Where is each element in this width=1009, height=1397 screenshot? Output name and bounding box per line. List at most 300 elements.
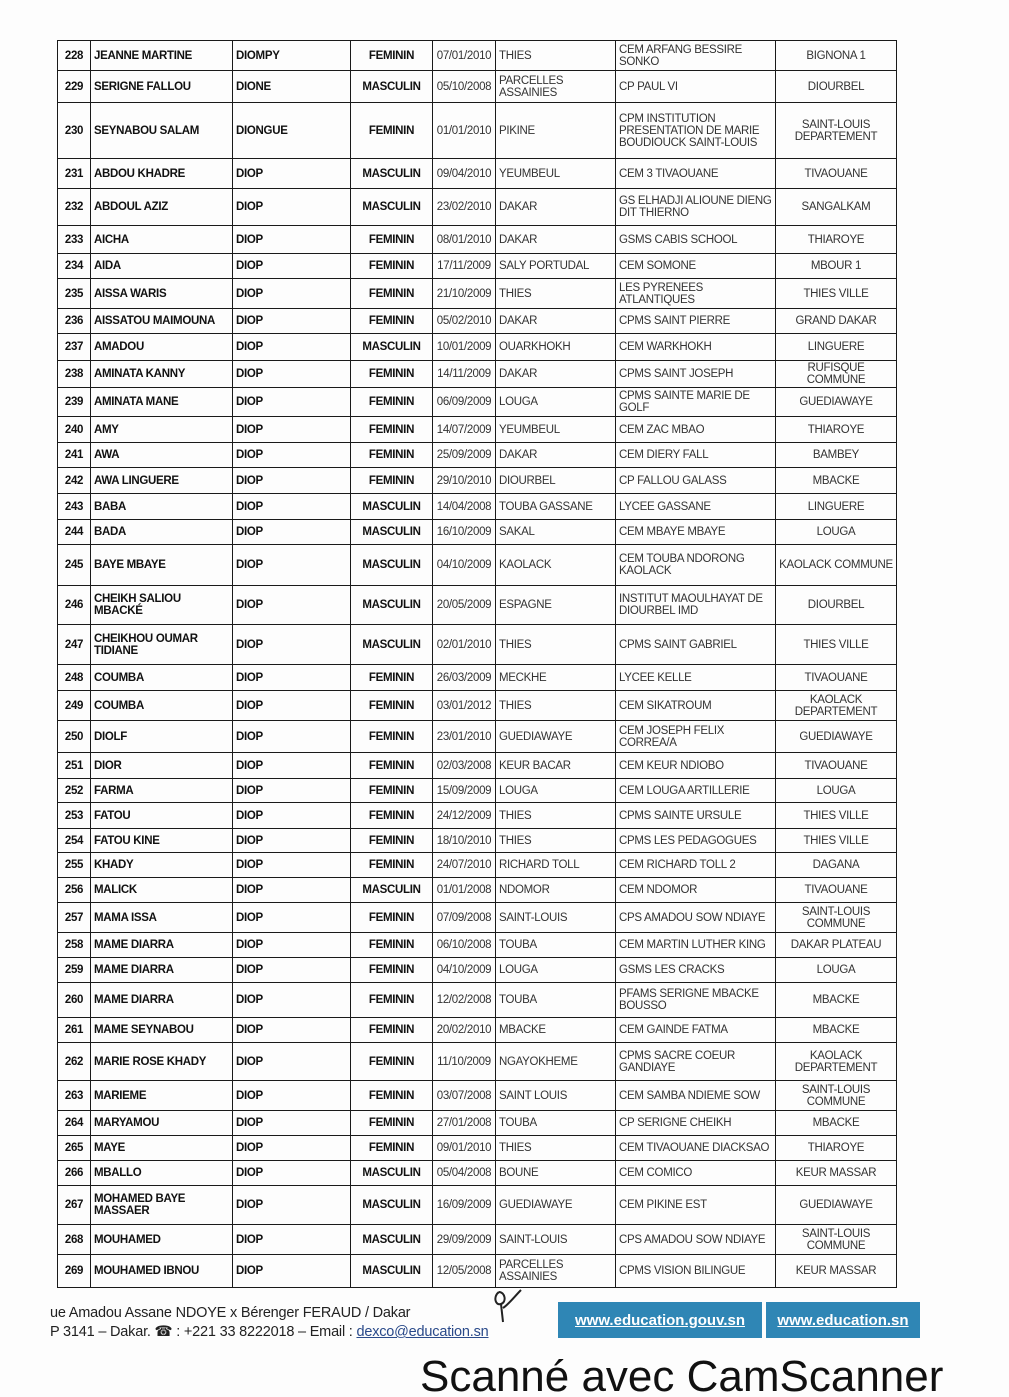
last-name-cell: DIOP <box>233 520 351 545</box>
table-row <box>58 41 897 71</box>
birth-place-cell: THIES <box>496 803 616 829</box>
first-name-cell: AICHA <box>91 226 233 254</box>
birth-date-cell: 25/09/2009 <box>433 443 496 468</box>
first-name-cell: ABDOUL AZIZ <box>91 189 233 226</box>
row-number-cell: 245 <box>58 545 91 586</box>
school-cell: CP PAUL VI <box>616 71 776 103</box>
first-name-cell: SEYNABOU SALAM <box>91 103 233 159</box>
row-number-cell: 256 <box>58 878 91 903</box>
row-number-cell: 251 <box>58 753 91 779</box>
ief-cell: KAOLACK DEPARTEMENT <box>776 691 897 721</box>
birth-place-cell: SAKAL <box>496 520 616 545</box>
first-name-cell: AIDA <box>91 254 233 279</box>
ief-cell: BIGNONA 1 <box>776 41 897 71</box>
last-name-cell: DIOP <box>233 1018 351 1043</box>
school-cell: CPMS LES PEDAGOGUES <box>616 829 776 853</box>
birth-date-cell: 29/09/2009 <box>433 1225 496 1255</box>
first-name-cell: MARYAMOU <box>91 1111 233 1136</box>
birth-place-cell: THIES <box>496 279 616 309</box>
sex-cell: FEMININ <box>351 803 433 829</box>
birth-date-cell: 14/04/2008 <box>433 494 496 520</box>
last-name-cell: DIOP <box>233 753 351 779</box>
birth-date-cell: 15/09/2009 <box>433 779 496 803</box>
sex-cell: MASCULIN <box>351 71 433 103</box>
school-cell: LYCEE GASSANE <box>616 494 776 520</box>
last-name-cell: DIOP <box>233 443 351 468</box>
ief-cell: SAINT-LOUIS COMMUNE <box>776 1081 897 1111</box>
first-name-cell: MALICK <box>91 878 233 903</box>
table-row <box>58 983 897 1018</box>
last-name-cell: DIOP <box>233 1136 351 1161</box>
ief-cell: GUEDIAWAYE <box>776 721 897 753</box>
birth-place-cell: SAINT LOUIS <box>496 1081 616 1111</box>
first-name-cell: AMINATA MANE <box>91 388 233 417</box>
table-row <box>58 361 897 388</box>
signature-initials <box>485 1286 525 1326</box>
row-number-cell: 247 <box>58 625 91 665</box>
birth-date-cell: 02/03/2008 <box>433 753 496 779</box>
table-row <box>58 1136 897 1161</box>
sex-cell: FEMININ <box>351 1081 433 1111</box>
table-row <box>58 1081 897 1111</box>
birth-date-cell: 08/01/2010 <box>433 226 496 254</box>
row-number-cell: 230 <box>58 103 91 159</box>
last-name-cell: DIOP <box>233 1186 351 1225</box>
row-number-cell: 235 <box>58 279 91 309</box>
sex-cell: FEMININ <box>351 829 433 853</box>
birth-date-cell: 06/09/2009 <box>433 388 496 417</box>
first-name-cell: MAME DIARRA <box>91 958 233 983</box>
table-body <box>58 41 897 1288</box>
table-row <box>58 1018 897 1043</box>
last-name-cell: DIOP <box>233 388 351 417</box>
ief-cell: MBACKE <box>776 468 897 494</box>
birth-date-cell: 17/11/2009 <box>433 254 496 279</box>
table-row <box>58 443 897 468</box>
birth-place-cell: OUARKHOKH <box>496 334 616 361</box>
sex-cell: MASCULIN <box>351 625 433 665</box>
table-row <box>58 520 897 545</box>
school-cell: INSTITUT MAOULHAYAT DE DIOURBEL IMD <box>616 586 776 625</box>
row-number-cell: 228 <box>58 41 91 71</box>
first-name-cell: CHEIKH SALIOU MBACKÉ <box>91 586 233 625</box>
last-name-cell: DIOP <box>233 1255 351 1288</box>
school-cell: CEM ARFANG BESSIRE SONKO <box>616 41 776 71</box>
last-name-cell: DIOP <box>233 878 351 903</box>
row-number-cell: 261 <box>58 1018 91 1043</box>
last-name-cell: DIOP <box>233 468 351 494</box>
ief-cell: DAKAR PLATEAU <box>776 933 897 958</box>
sex-cell: FEMININ <box>351 983 433 1018</box>
birth-place-cell: LOUGA <box>496 388 616 417</box>
first-name-cell: COUMBA <box>91 665 233 691</box>
table-row <box>58 1111 897 1136</box>
birth-place-cell: SALY PORTUDAL <box>496 254 616 279</box>
birth-place-cell: DAKAR <box>496 226 616 254</box>
table-row <box>58 388 897 417</box>
school-cell: CEM COMICO <box>616 1161 776 1186</box>
school-cell: CEM JOSEPH FELIX CORREA/A <box>616 721 776 753</box>
address-block <box>50 1304 489 1342</box>
row-number-cell: 260 <box>58 983 91 1018</box>
school-cell: CEM NDOMOR <box>616 878 776 903</box>
table-row <box>58 691 897 721</box>
birth-place-cell: DIOURBEL <box>496 468 616 494</box>
table-row <box>58 71 897 103</box>
sex-cell: FEMININ <box>351 1136 433 1161</box>
ief-cell: THIAROYE <box>776 1136 897 1161</box>
birth-date-cell: 29/10/2010 <box>433 468 496 494</box>
school-cell: CPMS SAINT GABRIEL <box>616 625 776 665</box>
sex-cell: FEMININ <box>351 753 433 779</box>
birth-date-cell: 04/10/2009 <box>433 958 496 983</box>
sex-cell: FEMININ <box>351 388 433 417</box>
ief-cell: LINGUERE <box>776 494 897 520</box>
birth-date-cell: 16/09/2009 <box>433 1186 496 1225</box>
row-number-cell: 244 <box>58 520 91 545</box>
last-name-cell: DIOP <box>233 903 351 933</box>
sex-cell: MASCULIN <box>351 878 433 903</box>
row-number-cell: 246 <box>58 586 91 625</box>
sex-cell: FEMININ <box>351 103 433 159</box>
birth-place-cell: KAOLACK <box>496 545 616 586</box>
ief-cell: GRAND DAKAR <box>776 309 897 334</box>
ief-cell: LINGUERE <box>776 334 897 361</box>
school-cell: PFAMS SERIGNE MBACKE BOUSSO <box>616 983 776 1018</box>
row-number-cell: 264 <box>58 1111 91 1136</box>
ief-cell: MBACKE <box>776 1018 897 1043</box>
school-cell: CEM LOUGA ARTILLERIE <box>616 779 776 803</box>
school-cell: CEM 3 TIVAOUANE <box>616 159 776 189</box>
birth-place-cell: DAKAR <box>496 361 616 388</box>
table-row <box>58 803 897 829</box>
birth-date-cell: 14/07/2009 <box>433 417 496 443</box>
first-name-cell: AMY <box>91 417 233 443</box>
table-row <box>58 159 897 189</box>
row-number-cell: 267 <box>58 1186 91 1225</box>
birth-date-cell: 03/01/2012 <box>433 691 496 721</box>
birth-place-cell: THIES <box>496 1136 616 1161</box>
table-row <box>58 334 897 361</box>
birth-date-cell: 27/01/2008 <box>433 1111 496 1136</box>
ief-cell: KAOLACK DEPARTEMENT <box>776 1043 897 1081</box>
table-row <box>58 309 897 334</box>
birth-place-cell: PARCELLES ASSAINIES <box>496 1255 616 1288</box>
ief-cell: RUFISQUE COMMUNE <box>776 361 897 388</box>
school-cell: GSMS LES CRACKS <box>616 958 776 983</box>
birth-date-cell: 18/10/2010 <box>433 829 496 853</box>
school-cell: CEM ZAC MBAO <box>616 417 776 443</box>
birth-place-cell: THIES <box>496 829 616 853</box>
row-number-cell: 243 <box>58 494 91 520</box>
ief-cell: SAINT-LOUIS COMMUNE <box>776 1225 897 1255</box>
birth-place-cell: DAKAR <box>496 443 616 468</box>
birth-place-cell: SAINT-LOUIS <box>496 903 616 933</box>
birth-place-cell: MECKHE <box>496 665 616 691</box>
sex-cell: FEMININ <box>351 721 433 753</box>
school-cell: CEM MARTIN LUTHER KING <box>616 933 776 958</box>
table-row <box>58 545 897 586</box>
ief-cell: SANGALKAM <box>776 189 897 226</box>
table-row <box>58 1225 897 1255</box>
last-name-cell: DIOP <box>233 334 351 361</box>
first-name-cell: DIOR <box>91 753 233 779</box>
birth-place-cell: BOUNE <box>496 1161 616 1186</box>
table-row <box>58 665 897 691</box>
ief-cell: THIAROYE <box>776 417 897 443</box>
sex-cell: MASCULIN <box>351 494 433 520</box>
address-line-2: P 3141 – Dakar. ☎ : +221 33 8222018 – Email : <box>50 1324 357 1340</box>
last-name-cell: DIOMPY <box>233 41 351 71</box>
birth-date-cell: 12/05/2008 <box>433 1255 496 1288</box>
sex-cell: FEMININ <box>351 468 433 494</box>
first-name-cell: AWA <box>91 443 233 468</box>
first-name-cell: ABDOU KHADRE <box>91 159 233 189</box>
table-row <box>58 586 897 625</box>
school-cell: CEM SOMONE <box>616 254 776 279</box>
table-row <box>58 1161 897 1186</box>
sex-cell: FEMININ <box>351 443 433 468</box>
birth-place-cell: ESPAGNE <box>496 586 616 625</box>
school-cell: CEM TIVAOUANE DIACKSAO <box>616 1136 776 1161</box>
address-line-1: ue Amadou Assane NDOYE x Bérenger FERAUD / Dakar <box>50 1305 411 1321</box>
sex-cell: FEMININ <box>351 1111 433 1136</box>
row-number-cell: 231 <box>58 159 91 189</box>
first-name-cell: BADA <box>91 520 233 545</box>
ief-cell: THIES VILLE <box>776 279 897 309</box>
birth-place-cell: GUEDIAWAYE <box>496 721 616 753</box>
sex-cell: FEMININ <box>351 226 433 254</box>
birth-place-cell: GUEDIAWAYE <box>496 1186 616 1225</box>
sex-cell: FEMININ <box>351 361 433 388</box>
last-name-cell: DIOP <box>233 691 351 721</box>
birth-place-cell: TOUBA <box>496 933 616 958</box>
first-name-cell: SERIGNE FALLOU <box>91 71 233 103</box>
row-number-cell: 259 <box>58 958 91 983</box>
row-number-cell: 229 <box>58 71 91 103</box>
last-name-cell: DIONGUE <box>233 103 351 159</box>
school-cell: GSMS CABIS SCHOOL <box>616 226 776 254</box>
sex-cell: FEMININ <box>351 1018 433 1043</box>
row-number-cell: 254 <box>58 829 91 853</box>
sex-cell: MASCULIN <box>351 520 433 545</box>
first-name-cell: BAYE MBAYE <box>91 545 233 586</box>
birth-date-cell: 03/07/2008 <box>433 1081 496 1111</box>
first-name-cell: AMADOU <box>91 334 233 361</box>
ief-cell: THIES VILLE <box>776 625 897 665</box>
last-name-cell: DIOP <box>233 1225 351 1255</box>
birth-place-cell: THIES <box>496 691 616 721</box>
school-cell: LES PYRENEES ATLANTIQUES <box>616 279 776 309</box>
last-name-cell: DIOP <box>233 417 351 443</box>
row-number-cell: 236 <box>58 309 91 334</box>
school-cell: CP FALLOU GALASS <box>616 468 776 494</box>
last-name-cell: DIOP <box>233 254 351 279</box>
first-name-cell: MAYE <box>91 1136 233 1161</box>
website-link-education[interactable]: www.education.sn <box>766 1302 920 1338</box>
table-row <box>58 279 897 309</box>
school-cell: CEM RICHARD TOLL 2 <box>616 853 776 878</box>
table-row <box>58 254 897 279</box>
table-row <box>58 829 897 853</box>
first-name-cell: MOHAMED BAYE MASSAER <box>91 1186 233 1225</box>
sex-cell: MASCULIN <box>351 545 433 586</box>
first-name-cell: AWA LINGUERE <box>91 468 233 494</box>
birth-date-cell: 23/02/2010 <box>433 189 496 226</box>
ief-cell: MBACKE <box>776 1111 897 1136</box>
first-name-cell: MARIEME <box>91 1081 233 1111</box>
school-cell: CEM GAINDE FATMA <box>616 1018 776 1043</box>
table-row <box>58 753 897 779</box>
school-cell: CPMS SAINTE MARIE DE GOLF <box>616 388 776 417</box>
school-cell: CEM SIKATROUM <box>616 691 776 721</box>
birth-place-cell: THIES <box>496 41 616 71</box>
school-cell: CEM TOUBA NDORONG KAOLACK <box>616 545 776 586</box>
birth-date-cell: 09/01/2010 <box>433 1136 496 1161</box>
ief-cell: LOUGA <box>776 958 897 983</box>
sex-cell: FEMININ <box>351 41 433 71</box>
school-cell: CPS AMADOU SOW NDIAYE <box>616 1225 776 1255</box>
row-number-cell: 262 <box>58 1043 91 1081</box>
ief-cell: SAINT-LOUIS COMMUNE <box>776 903 897 933</box>
table-row <box>58 468 897 494</box>
sex-cell: MASCULIN <box>351 334 433 361</box>
last-name-cell: DIOP <box>233 958 351 983</box>
sex-cell: MASCULIN <box>351 1161 433 1186</box>
student-list-table <box>57 40 897 1288</box>
school-cell: CEM KEUR NDIOBO <box>616 753 776 779</box>
school-cell: CPMS VISION BILINGUE <box>616 1255 776 1288</box>
row-number-cell: 266 <box>58 1161 91 1186</box>
last-name-cell: DIOP <box>233 1111 351 1136</box>
birth-place-cell: TOUBA GASSANE <box>496 494 616 520</box>
birth-date-cell: 07/01/2010 <box>433 41 496 71</box>
birth-date-cell: 20/05/2009 <box>433 586 496 625</box>
sex-cell: MASCULIN <box>351 1186 433 1225</box>
school-cell: GS ELHADJI ALIOUNE DIENG DIT THIERNO <box>616 189 776 226</box>
birth-date-cell: 01/01/2008 <box>433 878 496 903</box>
last-name-cell: DIOP <box>233 226 351 254</box>
birth-date-cell: 20/02/2010 <box>433 1018 496 1043</box>
school-cell: CPMS SAINTE URSULE <box>616 803 776 829</box>
first-name-cell: MAME SEYNABOU <box>91 1018 233 1043</box>
ief-cell: GUEDIAWAYE <box>776 1186 897 1225</box>
first-name-cell: KHADY <box>91 853 233 878</box>
birth-date-cell: 04/10/2009 <box>433 545 496 586</box>
last-name-cell: DIOP <box>233 625 351 665</box>
ief-cell: THIES VILLE <box>776 829 897 853</box>
row-number-cell: 237 <box>58 334 91 361</box>
birth-place-cell: PARCELLES ASSAINIES <box>496 71 616 103</box>
last-name-cell: DIOP <box>233 829 351 853</box>
first-name-cell: FATOU <box>91 803 233 829</box>
first-name-cell: DIOLF <box>91 721 233 753</box>
website-link-gouv[interactable]: www.education.gouv.sn <box>558 1302 762 1338</box>
ief-cell: KAOLACK COMMUNE <box>776 545 897 586</box>
first-name-cell: MOUHAMED <box>91 1225 233 1255</box>
birth-date-cell: 06/10/2008 <box>433 933 496 958</box>
table-row <box>58 226 897 254</box>
first-name-cell: BABA <box>91 494 233 520</box>
ief-cell: TIVAOUANE <box>776 753 897 779</box>
school-cell: CPMS SAINT PIERRE <box>616 309 776 334</box>
row-number-cell: 249 <box>58 691 91 721</box>
birth-place-cell: TOUBA <box>496 983 616 1018</box>
first-name-cell: MAME DIARRA <box>91 933 233 958</box>
sex-cell: MASCULIN <box>351 586 433 625</box>
school-cell: CEM SAMBA NDIEME SOW <box>616 1081 776 1111</box>
birth-place-cell: YEUMBEUL <box>496 159 616 189</box>
school-cell: CPMS SAINT JOSEPH <box>616 361 776 388</box>
table-row <box>58 958 897 983</box>
ief-cell: DAGANA <box>776 853 897 878</box>
sex-cell: FEMININ <box>351 933 433 958</box>
sex-cell: FEMININ <box>351 417 433 443</box>
first-name-cell: AISSA WARIS <box>91 279 233 309</box>
first-name-cell: MAMA ISSA <box>91 903 233 933</box>
row-number-cell: 248 <box>58 665 91 691</box>
row-number-cell: 258 <box>58 933 91 958</box>
first-name-cell: FARMA <box>91 779 233 803</box>
sex-cell: FEMININ <box>351 903 433 933</box>
sex-cell: MASCULIN <box>351 159 433 189</box>
sex-cell: FEMININ <box>351 279 433 309</box>
birth-date-cell: 02/01/2010 <box>433 625 496 665</box>
ief-cell: DIOURBEL <box>776 71 897 103</box>
last-name-cell: DIOP <box>233 309 351 334</box>
row-number-cell: 241 <box>58 443 91 468</box>
first-name-cell: FATOU KINE <box>91 829 233 853</box>
first-name-cell: MOUHAMED IBNOU <box>91 1255 233 1288</box>
row-number-cell: 255 <box>58 853 91 878</box>
school-cell: CPMS SACRE COEUR GANDIAYE <box>616 1043 776 1081</box>
ief-cell: GUEDIAWAYE <box>776 388 897 417</box>
birth-place-cell: LOUGA <box>496 958 616 983</box>
table-row <box>58 903 897 933</box>
row-number-cell: 257 <box>58 903 91 933</box>
table-row <box>58 1255 897 1288</box>
row-number-cell: 268 <box>58 1225 91 1255</box>
birth-date-cell: 07/09/2008 <box>433 903 496 933</box>
school-cell: CEM WARKHOKH <box>616 334 776 361</box>
sex-cell: FEMININ <box>351 779 433 803</box>
table-row <box>58 933 897 958</box>
last-name-cell: DIONE <box>233 71 351 103</box>
row-number-cell: 240 <box>58 417 91 443</box>
sex-cell: MASCULIN <box>351 189 433 226</box>
birth-date-cell: 26/03/2009 <box>433 665 496 691</box>
ief-cell: MBOUR 1 <box>776 254 897 279</box>
last-name-cell: DIOP <box>233 665 351 691</box>
birth-date-cell: 10/01/2009 <box>433 334 496 361</box>
first-name-cell: MAME DIARRA <box>91 983 233 1018</box>
school-cell: CEM DIERY FALL <box>616 443 776 468</box>
birth-place-cell: KEUR BACAR <box>496 753 616 779</box>
sex-cell: FEMININ <box>351 1043 433 1081</box>
email-link[interactable]: dexco@education.sn <box>356 1324 489 1340</box>
row-number-cell: 234 <box>58 254 91 279</box>
birth-date-cell: 21/10/2009 <box>433 279 496 309</box>
first-name-cell: CHEIKHOU OUMAR TIDIANE <box>91 625 233 665</box>
school-cell: CPS AMADOU SOW NDIAYE <box>616 903 776 933</box>
table-row <box>58 1186 897 1225</box>
birth-place-cell: MBACKE <box>496 1018 616 1043</box>
school-cell: CP SERIGNE CHEIKH <box>616 1111 776 1136</box>
page-footer <box>50 1298 980 1346</box>
table-row <box>58 494 897 520</box>
ief-cell: DIOURBEL <box>776 586 897 625</box>
ief-cell: TIVAOUANE <box>776 159 897 189</box>
